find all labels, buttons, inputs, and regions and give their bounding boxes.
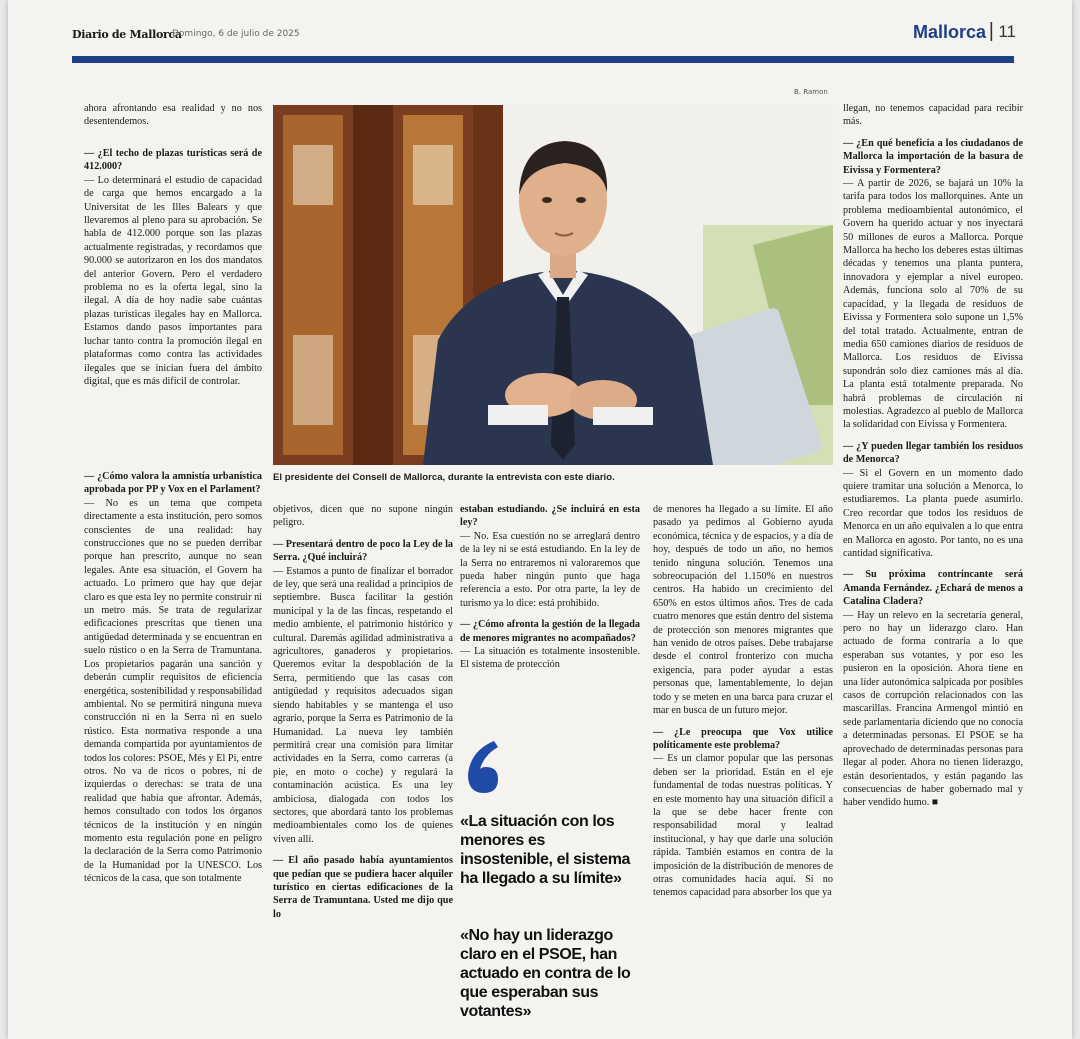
section-name: Mallorca — [912, 22, 986, 42]
column-2 — [273, 503, 453, 1023]
column-5 — [843, 102, 1023, 1022]
answer-text: objetivos, dicen que no supone ningún peligro. — [273, 504, 453, 529]
pull-quote: «La situación con los menores es insostenible, el sistema ha llegado a su límite» — [460, 813, 631, 887]
column-1-top — [84, 147, 262, 465]
column-3 — [460, 503, 640, 723]
publication-date: Domingo, 6 de julio de 2025 — [172, 29, 300, 39]
answer-text: — Si el Govern en un momento dado quiere tramitar una solución a Menorca, lo estudiaremos. La planta puede asumirlo. Creo recordar que todos los residuos de Menorca en un año equivalen a lo que entra en Mallorca en agosto. Por tanto, no es una cantidad significativa. — [843, 467, 1023, 559]
question-text: — ¿En qué beneficia a los ciudadanos de Mallorca la importación de la basura de Eivissa y Formentera? — [843, 137, 1023, 176]
newspaper-page — [8, 0, 1072, 1039]
answer-text: — No. Esa cuestión no se arreglará dentro de la ley ni se está estudiando. En la ley de la Serra no entraremos ni valoraremos que pueda haber ningún punto que haga referencia a esto. Por otra parte, la ley de turismo ya lo dice: está prohibido. — [460, 530, 640, 609]
question-text: estaban estudiando. ¿Se incluirá en esta ley? — [460, 504, 640, 529]
header-divider: | — [988, 20, 994, 42]
answer-text: — Lo determinará el estudio de capacidad de carga que hemos encargado a la Universitat de les Illes Balears y que llevaremos al pleno para su aprobación. Se habla de 412.000 porque son las plazas actualmente registradas, y recordamos que 90.000 se autorizaron en los dos mandatos del anterior Govern. Pero el verdadero problema no es la oferta legal, sino la ilegal. A día de hoy nadie sabe cuántas plazas turísticas ilegales hay en Mallorca. Estamos dando pasos importantes para luchar tanto contra la promoción ilegal en plataformas como contra las actividades ilegales que se inician fuera del ámbito digital, que es más difícil de controlar. — [84, 174, 262, 387]
question-text: — Su próxima contrincante será Amanda Fernández. ¿Echará de menos a Catalina Cladera? — [843, 569, 1023, 608]
question-text: — ¿Cómo valora la amnistía urbanística aprobada por PP y Vox en el Parlament? — [84, 471, 262, 496]
photo-credit: B. Ramon — [794, 88, 828, 96]
question-text: — ¿Cómo afronta la gestión de la llegada de menores migrantes no acompañados? — [460, 619, 640, 644]
question-text: — Presentará dentro de poco la Ley de la Serra. ¿Qué incluirá? — [273, 538, 453, 564]
answer-text: — Estamos a punto de finalizar el borrador de ley, que será una realidad a principios de septiembre. Busca facilitar la gestión municipal y la de las fincas, respetando el medio ambiente, el patrimonio histórico y cultural. Daremás agilidad administrativa a agricultores, ganaderos y propietarios. Queremos evitar la despoblación de la Serra, permitiendo que las casas con antigüedad y requisitos adecuados sigan siendo habitables y se mantenga el uso agrario, porque la Serra es Patrimonio de la Humanidad. La nueva ley también permitirá crear una comisión para limitar actividades en la Serra, como carreras (a pie, en moto o coche) y regulará la contaminación acústica. Es una ley ambiciosa, dialogada con todos los sectores, que abordará tanto los problemas medioambientales como los de quienes viven allí. — [273, 565, 453, 845]
column-1-intro — [84, 102, 262, 142]
quote-mark-icon — [460, 737, 512, 797]
question-text: — ¿Le preocupa que Vox utilice políticamente este problema? — [653, 726, 833, 751]
answer-text: — La situación es totalmente insostenible. El sistema de protección — [460, 646, 640, 671]
answer-text: llegan, no tenemos capacidad para recibir más. — [843, 103, 1023, 128]
question-text: — El año pasado había ayuntamientos que pedían que se pudiera hacer alquiler turístico en ciertas edificaciones de la Serra de Tramuntana. Usted me dijo que lo — [273, 855, 453, 920]
question-text: — ¿El techo de plazas turísticas será de 412.000? — [84, 148, 262, 173]
newspaper-brand: Diario de Mallorca — [72, 28, 182, 41]
column-4 — [653, 503, 833, 1023]
header-rule — [72, 56, 1014, 63]
photo-caption: El presidente del Consell de Mallorca, durante la entrevista con este diario. — [273, 472, 615, 483]
answer-text: — Es un clamor popular que las personas deben ser la prioridad. Están en el eje fundamental de todas nuestras políticas. Y en este momento hay una situación difícil a la que se debe hacer frente con responsabilidad moral y lealtad institucional, y hay que darle una solución rápida. También estamos en contra de la imposición de la distribución de menores de otras comunidades hacia aquí. Si no tenemos capacidad para absorber los que ya — [653, 753, 833, 899]
interview-photo — [273, 105, 833, 465]
column-1-bottom — [84, 470, 262, 1025]
question-text: — ¿Y pueden llegar también los residuos de Menorca? — [843, 440, 1023, 466]
intro-text: ahora afrontando esa realidad y no nos desentendemos. — [84, 103, 262, 128]
page-header — [72, 20, 1014, 46]
answer-text: — A partir de 2026, se bajará un 10% la tarifa para todos los mallorquines. Ante un problema medioambiental autonómico, el Govern ha querido actuar y nos inyectará 50 millones de euros a Mallorca. Porque Mallorca ha hecho los deberes estas últimas décadas y tenemos una planta puntera, innovadora y ejemplar a nivel europeo. Además, funciona solo al 70% de su capacidad, y la llegada de residuos de Eivissa y Formentera solo supone un 1,5% del total tratado. Actualmente, entran de media 650 camiones diarios de residuos de Mallorca. Los residuos de Eivissa supondrán solo diez camiones más al día. La planta está totalmente preparada. No habrá problemas de circulación ni molestias. Agradezco al pueblo de Mallorca la solidaridad con Eivissa y Formentera. — [843, 178, 1023, 431]
portrait-illustration — [273, 105, 833, 465]
page-number: 11 — [998, 22, 1016, 41]
answer-text: de menores ha llegado a su límite. El año pasado ya pedimos al Gobierno ayuda económica, técnica y de espacios, y a día de hoy, después de todo un año, no hemos tenido ninguna solución. Tenemos una sobreocupación del 1.150% en nuestros centros. Ha habido un crecimiento del 650% en estos últimos años. Tres de cada cuatro menores que están dentro del sistema de protección son menores migrantes que han venido de otros países. Debe trabajarse desde el control fronterizo con mucha exigencia, para poder ayudar a estas personas que, lamentablemente, lo dejan todo y se meten en una barca para cruzar el mar en busca de un futuro mejor. — [653, 504, 833, 717]
pull-quote: «No hay un liderazgo claro en el PSOE, han actuado en contra de lo que esperaban sus votantes» — [460, 927, 631, 1020]
answer-text: — No es un tema que competa directamente a esta institución, pero somos conscientes de una realidad: hay construcciones que no se pueden derribar porque han prescrito, aunque no sean legales. Ante esa situación, el Govern ha actuado. Lo primero que hay que dejar claro es que esta ley no permite construir ni un metro más. Se trata de regularizar edificaciones prescritas que tienen una antigüedad determinada y se encuentran en suelo rústico o en la Serra de Tramuntana. Los propietarios pagarán una sanción y deberán cumplir requisitos de eficiencia energética, sostenibilidad y responsabilidad ambiental. No se permitirá ninguna nueva construcción ni en la Serra ni en suelo rústico. Esta normativa responde a una demanda compartida por ayuntamientos de todos los colores: PSOE, Més y El Pi, entre otros. No va de ricos o pobres, ni de izquierdas o derechas: se trata de una realidad que había que afrontar. Además, hemos consultado con todos los órganos técnicos de la institución y en ningún momento esta regulación pone en peligro la declaración de la Serra como Patrimonio de la Humanidad por la UNESCO. Los técnicos de la casa, que son totalmente — [84, 497, 262, 885]
answer-text: — Hay un relevo en la secretaría general, pero no hay un liderazgo claro. Han actuado de forma contraria a lo que esperaban sus votantes, y por eso les pusieron en la oposición. Ahora tiene en una líder autonómica salpicada por posibles casos de corrupción relacionados con las mascarillas. Francina Armengol mintió en sede parlamentaria diciendo que no conocía a determinadas personas. El PSOE se ha aprovechado de determinadas personas para llegar al poder. Ahora no tienen liderazgo, están desorientados, y están pagando las consecuencias de haber gobernado mal y haber vendido humo. ■ — [843, 609, 1023, 809]
